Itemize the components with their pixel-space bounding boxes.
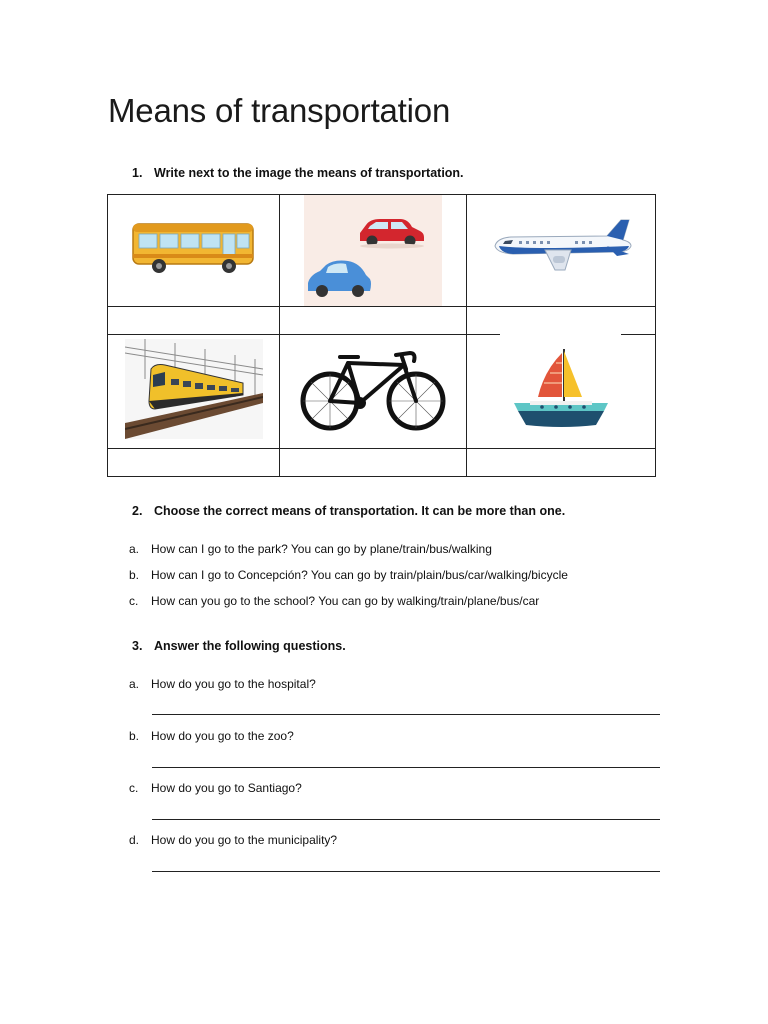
- bus-cell: [108, 195, 280, 307]
- question-c: [129, 781, 302, 795]
- answer-line-b[interactable]: [152, 767, 660, 768]
- choice-letter: b.: [129, 568, 140, 582]
- question-text: How do you go to Santiago?: [151, 781, 302, 795]
- choice-text: How can I go to Concepción? You can go by train/plain/bus/car/walking/bicycle: [151, 568, 568, 582]
- answer-cell-2[interactable]: [280, 307, 467, 335]
- question-letter: d.: [129, 833, 140, 847]
- question-a: [129, 677, 316, 691]
- answer-line-a[interactable]: [152, 714, 660, 715]
- answer-cell-3[interactable]: [467, 307, 656, 335]
- cars-cell: [280, 195, 467, 307]
- section-3-heading: [132, 639, 346, 653]
- section-2-text: Choose the correct means of transportation. It can be more than one.: [154, 504, 566, 518]
- question-letter: a.: [129, 677, 140, 691]
- choice-text: How can I go to the park? You can go by plane/train/bus/walking: [151, 542, 492, 556]
- question-b: [129, 729, 294, 743]
- question-text: How do you go to the municipality?: [151, 833, 338, 847]
- answer-cell-4[interactable]: [108, 449, 280, 477]
- page-title: Means of transportation: [108, 92, 451, 129]
- section-1-number: 1.: [132, 166, 143, 180]
- section-2-number: 2.: [132, 504, 143, 518]
- question-letter: c.: [129, 781, 139, 795]
- question-d: [129, 833, 337, 847]
- airplane-cell: [467, 195, 656, 307]
- choice-letter: a.: [129, 542, 140, 556]
- border-gap: [500, 333, 621, 336]
- bicycle-icon: [298, 341, 448, 437]
- choice-item-b: [129, 568, 568, 582]
- answer-cell-1[interactable]: [108, 307, 280, 335]
- choice-item-c: [129, 594, 539, 608]
- choice-text: How can you go to the school? You can go by walking/train/plane/bus/car: [151, 594, 540, 608]
- answer-cell-6[interactable]: [467, 449, 656, 477]
- sailboat-icon: [506, 341, 616, 437]
- question-text: How do you go to the zoo?: [151, 729, 294, 743]
- answer-line-d[interactable]: [152, 871, 660, 872]
- section-2-heading: [132, 504, 565, 518]
- train-cell: [108, 335, 280, 449]
- section-1-text: Write next to the image the means of transportation.: [154, 166, 464, 180]
- section-1-heading: [132, 166, 464, 180]
- train-icon: [125, 339, 263, 439]
- answer-cell-5[interactable]: [280, 449, 467, 477]
- cars-icon: [304, 195, 442, 306]
- choice-letter: c.: [129, 594, 139, 608]
- question-text: How do you go to the hospital?: [151, 677, 316, 691]
- choice-item-a: [129, 542, 492, 556]
- sailboat-cell: [467, 335, 656, 449]
- section-3-number: 3.: [132, 639, 143, 653]
- question-letter: b.: [129, 729, 140, 743]
- answer-line-c[interactable]: [152, 819, 660, 820]
- section-3-text: Answer the following questions.: [154, 639, 346, 653]
- bicycle-cell: [280, 335, 467, 449]
- bus-icon: [129, 218, 259, 278]
- airplane-icon: [489, 216, 634, 280]
